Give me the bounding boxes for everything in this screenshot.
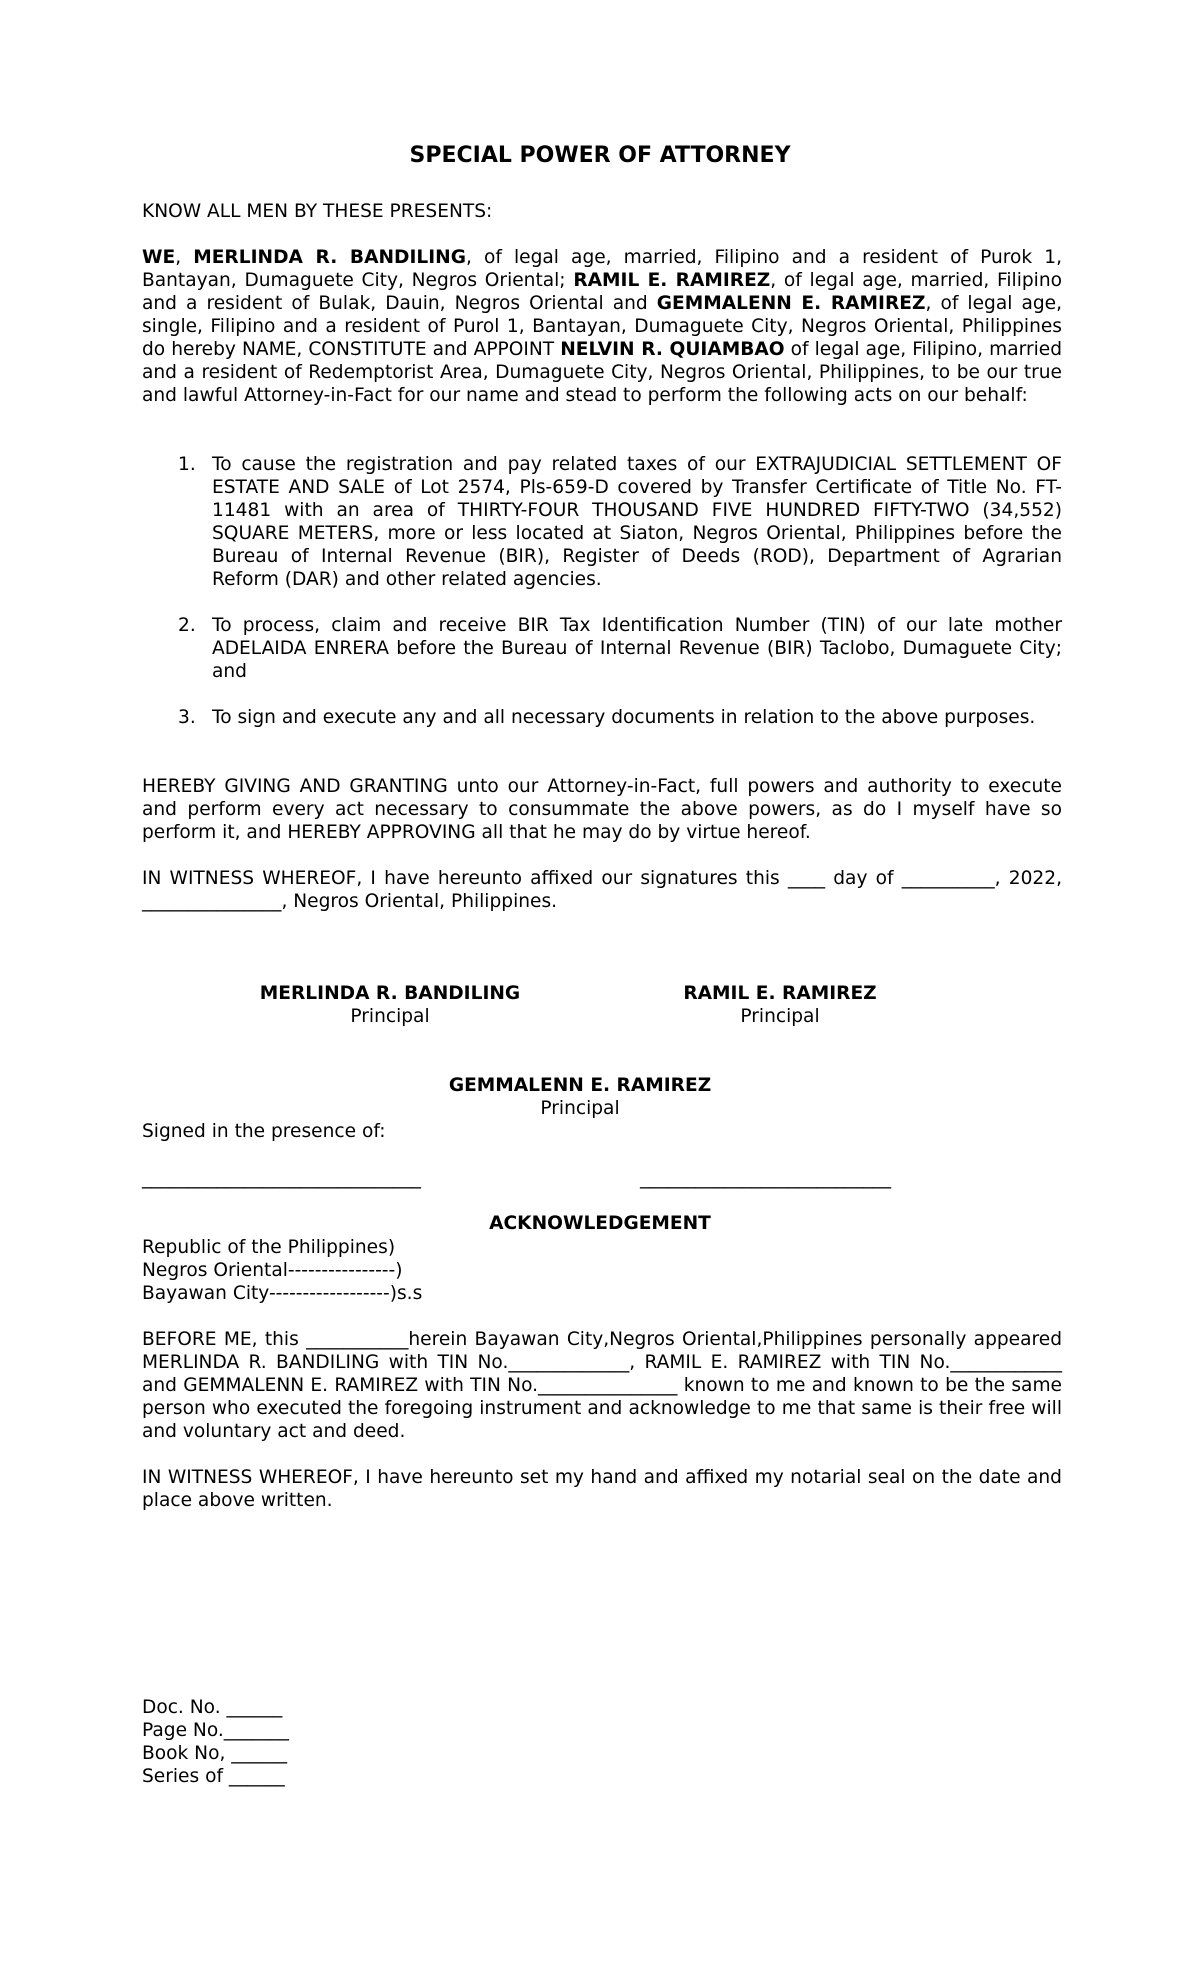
witness-paragraph: IN WITNESS WHEREOF, I have hereunto affixed our signatures this ____ day of __________, 2022, _______________, Negros Oriental, Philippines. — [142, 868, 1062, 912]
witness-signature-line-right: ___________________________ — [640, 1168, 892, 1189]
signatory-role: Principal — [350, 1006, 430, 1027]
signatory-name: MERLINDA R. BANDILING — [259, 983, 521, 1004]
venue-line: Negros Oriental----------------) — [142, 1260, 403, 1281]
before-me-paragraph: BEFORE ME, this ___________herein Bayawan City,Negros Oriental,Philippines personally appeared MERLINDA R. BANDILING with TIN No._____________, RAMIL E. RAMIREZ with TIN No.____________ and GEMMALENN E. RAMIREZ with TIN No._______________ known to me and known to be the same person who executed the foregoing instrument and acknowledge to me that same is their free will and voluntary act and deed. — [142, 1329, 1062, 1442]
principal-1-desc: , of legal age, married, Filipino and a resident of Purok 1, Bantayan, Dumaguete City, Negros Oriental; — [142, 247, 1062, 291]
book-no: Book No, ______ — [142, 1743, 288, 1764]
agent-desc: of legal age, Filipino, married and a resident of Redemptorist Area, Dumaguete City, Negros Oriental, Philippines, to be our true and lawful Attorney-in-Fact for our name and stead to perform the following acts on our behalf: — [142, 339, 1062, 406]
act-text: To cause the registration and pay related taxes of our EXTRAJUDICIAL SETTLEMENT OF ESTATE AND SALE of Lot 2574, Pls-659-D covered by Transfer Certificate of Title No. FT- 11481 with an area of THIRTY-FOUR THOUSAND FIVE HUNDRED FIFTY-TWO (34,552) SQUARE METERS, more or less located at Siaton, Negros Oriental, Philippines before the Bureau of Internal Revenue (BIR), Register of Deeds (ROD), Department of Agrarian Reform (DAR) and other related agencies. — [212, 454, 1062, 590]
act-text: To process, claim and receive BIR Tax Identification Number (TIN) of our late mother ADELAIDA ENRERA before the Bureau of Internal Revenue (BIR) Taclobo, Dumaguete City; and — [212, 615, 1062, 682]
notary-witness-paragraph: IN WITNESS WHEREOF, I have hereunto set my hand and affixed my notarial seal on the date and place above written. — [142, 1467, 1062, 1511]
signatory-3 — [430, 1074, 730, 1120]
signatory-role: Principal — [740, 1006, 820, 1027]
act-number: 1. — [178, 454, 196, 475]
salutation: KNOW ALL MEN BY THESE PRESENTS: — [142, 201, 493, 222]
notarial-register — [142, 1696, 1062, 1788]
principal-1-name: MERLINDA R. BANDILING — [193, 247, 466, 268]
signatory-2 — [630, 982, 930, 1028]
venue-line: Bayawan City------------------)s.s — [142, 1283, 423, 1304]
intro-paragraph — [142, 246, 1062, 407]
page-no: Page No._______ — [142, 1720, 289, 1741]
granting-paragraph: HEREBY GIVING AND GRANTING unto our Attorney-in-Fact, full powers and authority to execute and perform every act necessary to consummate the above powers, as do I myself have so perform it, and HEREBY APPROVING all that he may do by virtue hereof. — [142, 776, 1062, 843]
signatory-name: GEMMALENN E. RAMIREZ — [448, 1075, 712, 1096]
document-title: SPECIAL POWER OF ATTORNEY — [409, 143, 791, 168]
principal-3-desc: , of legal age, single, Filipino and a resident of Purol 1, Bantayan, Dumaguete City, Negros Oriental, Philippines do hereby NAME, CONSTITUTE and APPOINT — [142, 293, 1062, 360]
comma: , — [175, 247, 194, 268]
act-number: 2. — [178, 615, 196, 636]
signatory-1 — [240, 982, 540, 1028]
we-label: WE — [142, 247, 176, 268]
acknowledgement-heading: ACKNOWLEDGEMENT — [489, 1213, 711, 1234]
venue-block — [142, 1236, 1062, 1305]
act-text: To sign and execute any and all necessary documents in relation to the above purposes. — [212, 707, 1036, 728]
series-of: Series of ______ — [142, 1766, 285, 1787]
agent-name: NELVIN R. QUIAMBAO — [560, 339, 785, 360]
witness-signature-line-left: ______________________________ — [142, 1168, 421, 1189]
principal-3-name: GEMMALENN E. RAMIREZ — [656, 293, 926, 314]
doc-no: Doc. No. ______ — [142, 1697, 283, 1718]
principal-2-name: RAMIL E. RAMIREZ — [573, 270, 771, 291]
venue-line: Republic of the Philippines) — [142, 1237, 396, 1258]
signatory-name: RAMIL E. RAMIREZ — [683, 983, 877, 1004]
signatory-role: Principal — [540, 1098, 620, 1119]
principal-2-desc: , of legal age, married, Filipino and a resident of Bulak, Dauin, Negros Oriental and — [142, 270, 1063, 314]
act-number: 3. — [178, 707, 196, 728]
presence-label: Signed in the presence of: — [142, 1121, 386, 1142]
